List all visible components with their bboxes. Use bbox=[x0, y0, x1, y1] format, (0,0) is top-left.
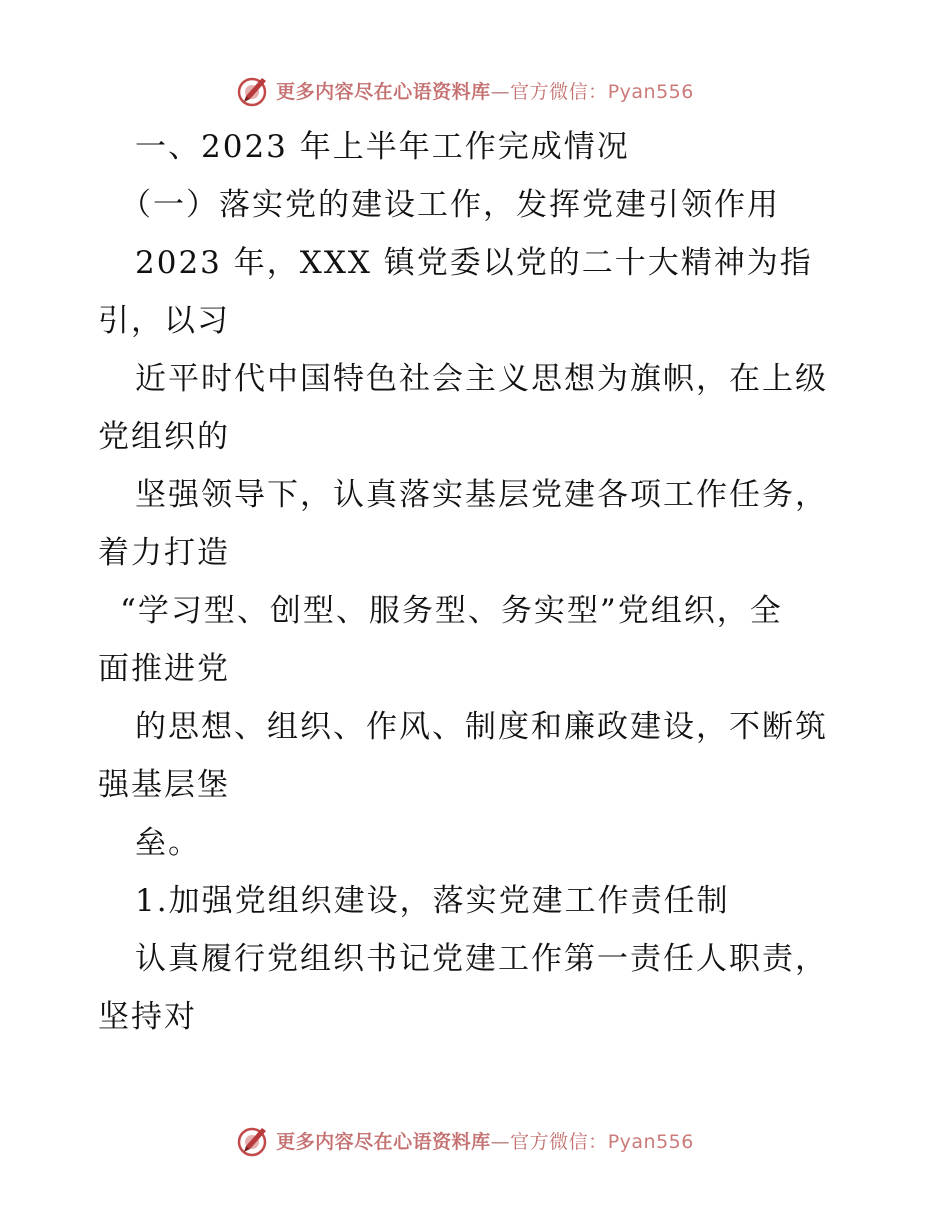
subsection-heading: （一）落实党的建设工作，发挥党建引领作用 bbox=[120, 187, 780, 223]
paragraph-line: 近平时代中国特色社会主义思想为旗帜，在上级 bbox=[135, 361, 828, 397]
paragraph-line: 认真履行党组织书记党建工作第一责任人职责， bbox=[135, 941, 828, 977]
paragraph-line: 2023 年，XXX 镇党委以党的二十大精神为指 bbox=[135, 245, 813, 281]
paragraph-line: 强基层堡 bbox=[98, 767, 230, 803]
watermark-main: 更多内容尽在心语资料库 bbox=[276, 80, 491, 103]
watermark-official: 官方微信： bbox=[510, 80, 608, 103]
paragraph-line: 着力打造 bbox=[98, 535, 230, 571]
numbered-heading: 1.加强党组织建设，落实党建工作责任制 bbox=[135, 883, 730, 919]
section-heading: 一、2023 年上半年工作完成情况 bbox=[135, 129, 630, 165]
watermark-main: 更多内容尽在心语资料库 bbox=[276, 1130, 491, 1153]
pen-logo-icon bbox=[236, 1122, 272, 1158]
paragraph-line: 引，以习 bbox=[98, 303, 230, 339]
watermark-separator: — bbox=[490, 1130, 511, 1153]
watermark-header bbox=[0, 72, 950, 108]
pen-logo-icon bbox=[236, 72, 272, 108]
watermark-text bbox=[276, 1127, 694, 1154]
watermark-text bbox=[276, 77, 694, 104]
watermark-official: 官方微信： bbox=[510, 1130, 608, 1153]
watermark-separator: — bbox=[490, 80, 511, 103]
paragraph-line: 坚持对 bbox=[98, 999, 197, 1035]
paragraph-line: 面推进党 bbox=[98, 651, 230, 687]
paragraph-line: “学习型、创型、服务型、务实型”党组织，全 bbox=[120, 593, 783, 629]
paragraph-line: 垒。 bbox=[135, 825, 201, 861]
paragraph-line: 的思想、组织、作风、制度和廉政建设，不断筑 bbox=[135, 709, 828, 745]
watermark-id: Pyan556 bbox=[607, 80, 694, 103]
paragraph-line: 坚强领导下，认真落实基层党建各项工作任务， bbox=[135, 477, 828, 513]
paragraph-line: 党组织的 bbox=[98, 419, 230, 455]
watermark-footer bbox=[0, 1122, 950, 1158]
watermark-id: Pyan556 bbox=[607, 1130, 694, 1153]
